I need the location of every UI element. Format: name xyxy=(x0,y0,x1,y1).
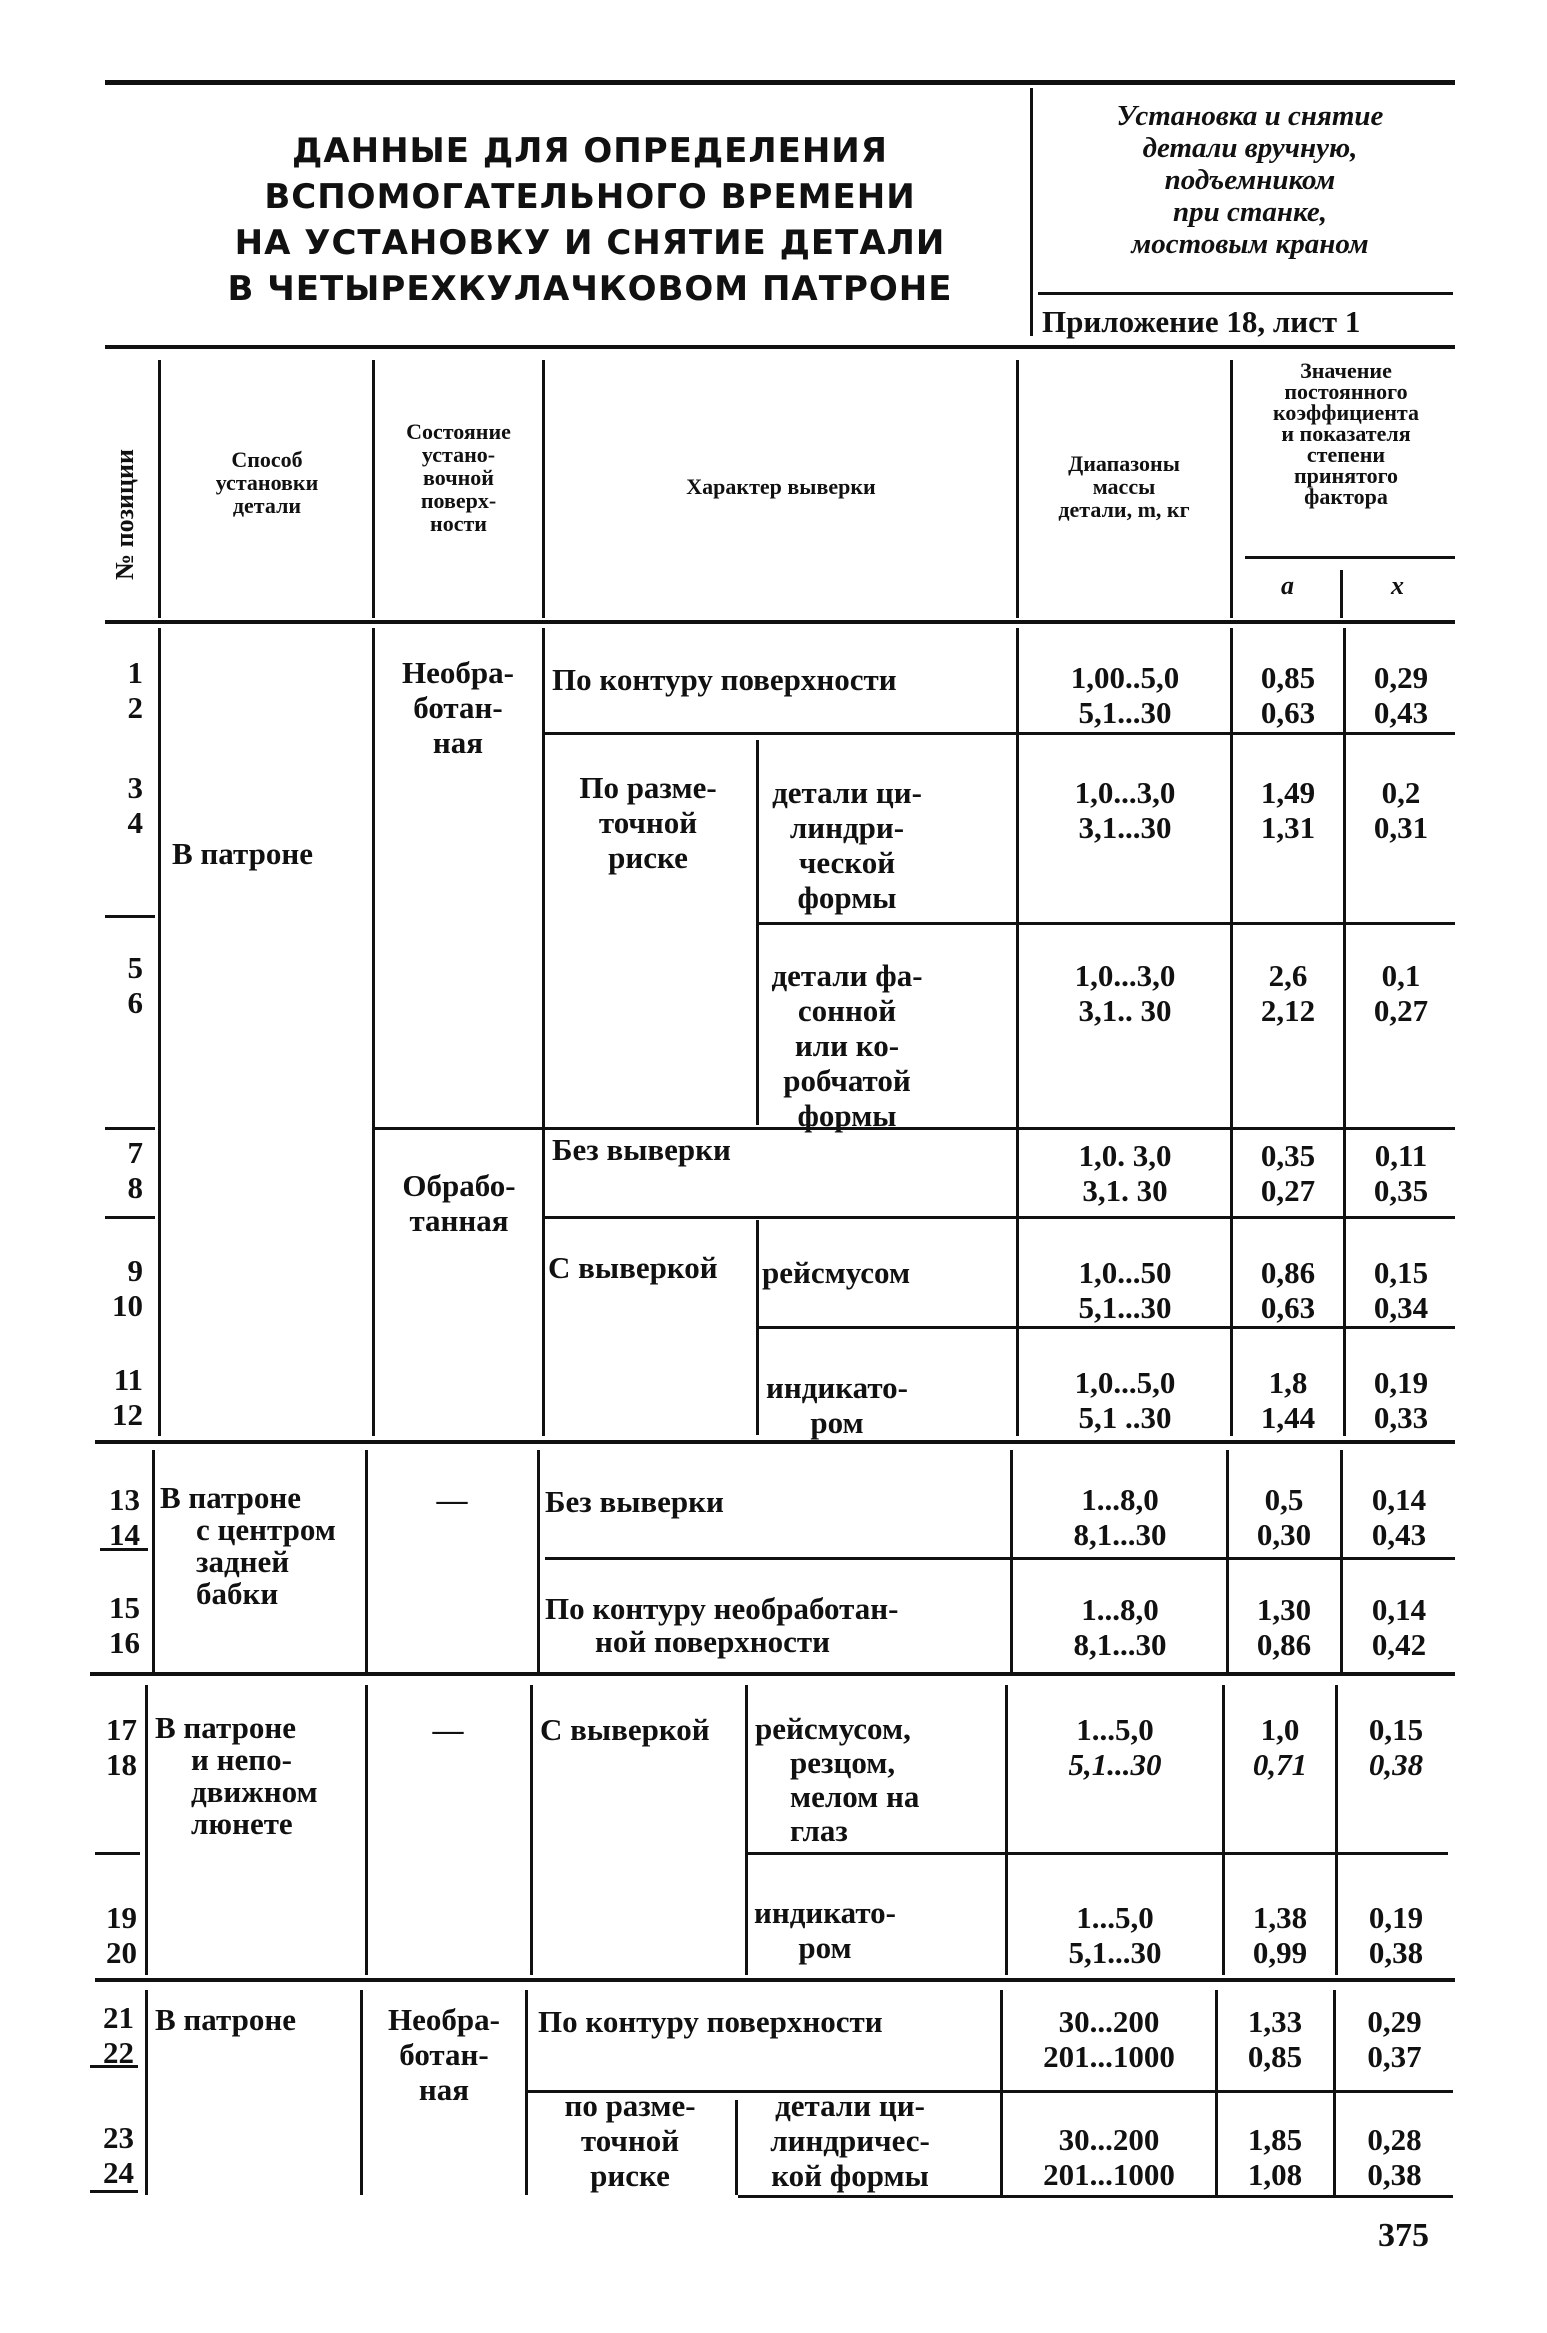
header-coefficient: Значение постоянного коэффициента и показателя степени принятого фактора xyxy=(1272,358,1420,509)
position-19-20: 19 20 xyxy=(106,1900,137,1970)
alignment-po-konturu-2: По контуру поверхности xyxy=(538,2004,883,2039)
position-1-2: 1 2 xyxy=(127,655,143,725)
mass-7: 1...8,0 8,1...30 xyxy=(1073,1482,1167,1552)
position-5-6: 5 6 xyxy=(127,950,143,1020)
position-17-18: 17 18 xyxy=(106,1712,137,1782)
surface-neobr: Необра- ботан- ная xyxy=(402,655,514,760)
header-a: a xyxy=(1281,571,1294,600)
x-4: 0,11 0,35 xyxy=(1373,1138,1429,1208)
tool-reismus-rez: рейсмусом, резцом, мелом на глаз xyxy=(755,1711,920,1848)
x-2: 0,2 0,31 xyxy=(1373,775,1429,845)
surface-dash-1: — xyxy=(436,1482,468,1517)
a-12: 1,85 1,08 xyxy=(1247,2122,1303,2192)
mass-10: 1...5,0 5,1...30 xyxy=(1068,1900,1162,1970)
tool-reismus: рейсмусом xyxy=(762,1255,911,1290)
x-1: 0,29 0,43 xyxy=(1373,660,1429,730)
header-method: Способ установки детали xyxy=(215,447,319,518)
page-title: ДАННЫЕ ДЛЯ ОПРЕДЕЛЕНИЯ ВСПОМОГАТЕЛЬНОГО ВРЕМЕНИ НА УСТАНОВКУ И СНЯТИЕ ДЕТАЛИ В ЧЕТЫРЕХКУЛАЧКОВОМ ПАТРОНЕ xyxy=(227,131,953,309)
a-6: 1,8 1,44 xyxy=(1260,1365,1316,1435)
mass-6: 1,0...5,0 5,1 ..30 xyxy=(1074,1365,1176,1435)
detail-shaped: детали фа- сонной или ко- робчатой формы xyxy=(771,958,923,1133)
category-label: Установка и снятие детали вручную, подъемником при станке, мостовым краном xyxy=(1116,100,1384,260)
a-4: 0,35 0,27 xyxy=(1260,1138,1316,1208)
alignment-bez-vyverki-2: Без выверки xyxy=(545,1484,724,1519)
position-3-4: 3 4 xyxy=(127,770,143,840)
a-8: 1,30 0,86 xyxy=(1256,1592,1312,1662)
method-v-patrone-2: В патроне xyxy=(155,2002,296,2037)
mass-3: 1,0...3,0 3,1.. 30 xyxy=(1074,958,1176,1028)
x-6: 0,19 0,33 xyxy=(1373,1365,1429,1435)
position-9-10: 9 10 xyxy=(112,1253,143,1323)
detail-cylindrical-2: детали ци- линдричес- кой формы xyxy=(770,2088,930,2193)
alignment-s-vyverkoy: С выверкой xyxy=(548,1250,718,1285)
surface-neobr-2: Необра- ботан- ная xyxy=(388,2002,500,2107)
alignment-po-konturu: По контуру поверхности xyxy=(552,662,897,697)
position-7-8: 7 8 xyxy=(127,1135,143,1205)
position-15-16: 15 16 xyxy=(109,1590,140,1660)
x-8: 0,14 0,42 xyxy=(1371,1592,1427,1662)
alignment-po-konturu-neobr: По контуру необработан- ной поверхности xyxy=(545,1591,899,1659)
header-position: № позиции xyxy=(110,449,139,580)
position-21-22: 21 22 xyxy=(103,2000,134,2070)
mass-9: 1...5,0 5,1...30 xyxy=(1068,1712,1162,1782)
mass-2: 1,0...3,0 3,1...30 xyxy=(1074,775,1176,845)
a-10: 1,38 0,99 xyxy=(1252,1900,1308,1970)
header-alignment: Характер выверки xyxy=(686,474,876,499)
alignment-bez-vyverki: Без выверки xyxy=(552,1132,731,1167)
mass-12: 30...200 201...1000 xyxy=(1043,2122,1175,2192)
a-2: 1,49 1,31 xyxy=(1260,775,1316,845)
position-13-14: 13 14 xyxy=(109,1482,140,1552)
mass-8: 1...8,0 8,1...30 xyxy=(1073,1592,1167,1662)
header-surface: Состояние устано- вочной поверх- ности xyxy=(406,419,511,536)
header-x: x xyxy=(1391,571,1404,600)
mass-1: 1,00..5,0 5,1...30 xyxy=(1070,660,1180,730)
a-3: 2,6 2,12 xyxy=(1260,958,1316,1028)
x-12: 0,28 0,38 xyxy=(1367,2122,1422,2192)
alignment-po-razm: По разме- точной риске xyxy=(579,770,717,875)
x-7: 0,14 0,43 xyxy=(1371,1482,1427,1552)
appendix-label: Приложение 18, лист 1 xyxy=(1042,304,1361,339)
x-10: 0,19 0,38 xyxy=(1368,1900,1424,1970)
mass-4: 1,0. 3,0 3,1. 30 xyxy=(1078,1138,1172,1208)
alignment-s-vyverkoy-2: С выверкой xyxy=(540,1712,710,1747)
a-9: 1,0 0,71 xyxy=(1252,1712,1308,1782)
tool-indicator: индикато- ром xyxy=(766,1370,908,1440)
page-number: 375 xyxy=(1378,2217,1429,2254)
method-lunet: В патроне и непо- движном люнете xyxy=(155,1710,318,1841)
position-23-24: 23 24 xyxy=(103,2120,134,2190)
a-7: 0,5 0,30 xyxy=(1256,1482,1312,1552)
mass-11: 30...200 201...1000 xyxy=(1043,2004,1175,2074)
method-v-patrone: В патроне xyxy=(172,836,313,871)
a-5: 0,86 0,63 xyxy=(1260,1255,1316,1325)
x-9: 0,15 0,38 xyxy=(1368,1712,1424,1782)
x-3: 0,1 0,27 xyxy=(1373,958,1429,1028)
detail-cylindrical: детали ци- линдри- ческой формы xyxy=(772,775,922,915)
mass-5: 1,0...50 5,1...30 xyxy=(1078,1255,1172,1325)
x-11: 0,29 0,37 xyxy=(1367,2004,1422,2074)
position-11-12: 11 12 xyxy=(112,1362,143,1432)
surface-dash-2: — xyxy=(432,1712,464,1747)
tool-indicator-2: индикато- ром xyxy=(754,1895,896,1965)
alignment-po-razm-2: по разме- точной риске xyxy=(564,2088,696,2193)
x-5: 0,15 0,34 xyxy=(1373,1255,1429,1325)
a-11: 1,33 0,85 xyxy=(1247,2004,1303,2074)
surface-obrab: Обрабо- танная xyxy=(402,1168,516,1238)
a-1: 0,85 0,63 xyxy=(1260,660,1316,730)
method-centr: В патроне с центром задней бабки xyxy=(160,1480,336,1611)
header-mass: Диапазоны массы детали, m, кг xyxy=(1058,451,1190,522)
